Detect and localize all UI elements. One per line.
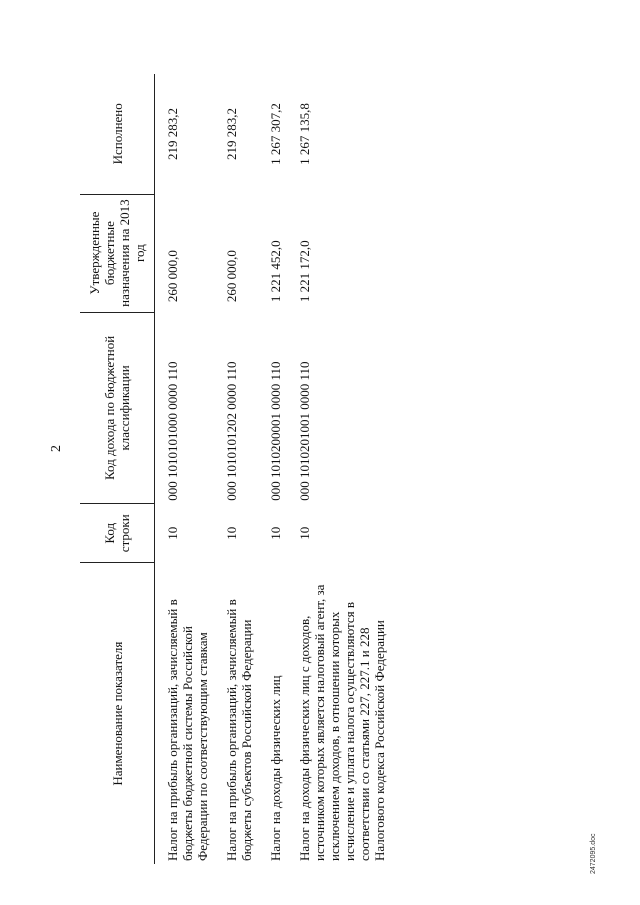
cell-approved: 260 000,0 [224, 250, 239, 303]
cell-income-code: 000 1010201001 0000 110 [297, 361, 312, 501]
cell-line-code: 10 [297, 526, 312, 540]
cell-income-code: 000 1010101202 0000 110 [224, 361, 239, 501]
cell-executed: 219 283,2 [165, 108, 180, 161]
cell-line-code: 10 [268, 526, 283, 540]
table-row [268, 74, 297, 864]
cell-executed: 1 267 135,8 [297, 103, 312, 165]
cell-approved: 260 000,0 [165, 250, 180, 303]
table-row [155, 74, 225, 864]
rotated-table-container [80, 74, 585, 864]
cell-name: Налог на доходы физических лиц [268, 675, 283, 861]
cell-approved: 1 221 172,0 [297, 240, 312, 303]
header-executed: Исполнено [80, 74, 155, 194]
cell-income-code: 000 1010101000 0000 110 [165, 361, 180, 501]
table-row [224, 74, 268, 864]
table-row [297, 74, 401, 864]
header-income-code: Код дохода по бюджетной классификации [80, 312, 155, 504]
table-header [80, 74, 155, 864]
header-approved: Утвержденные бюджетные назначения на 2013 год [80, 194, 155, 312]
header-name: Наименование показателя [80, 563, 155, 864]
cell-income-code: 000 1010200001 0000 110 [268, 361, 283, 501]
table-body [155, 74, 402, 864]
footer-filename: 2472095.doc [590, 833, 597, 874]
cell-line-code: 10 [165, 526, 180, 540]
cell-name: Налог на прибыль организаций, зачисляемый в бюджеты субъектов Российской Федерации [224, 599, 254, 861]
cell-executed: 219 283,2 [224, 108, 239, 161]
cell-name: Налог на прибыль организаций, зачисляемый в бюджеты бюджетной системы Российской Федерации по соответствующим ставкам [165, 599, 210, 861]
budget-table [80, 74, 401, 864]
cell-line-code: 10 [224, 526, 239, 540]
header-row [80, 74, 155, 864]
cell-executed: 1 267 307,2 [268, 103, 283, 165]
cell-name: Налог на доходы физических лиц с доходов, источником которых является налоговый агент, за исключением доходов, в отношении которых исчисление и уплата налога осуществляются в соответствии со статьями 227, 227.1 и 228 Налогового кодекса Российской Федерации [297, 584, 387, 861]
page-number: 2 [49, 445, 64, 452]
cell-approved: 1 221 452,0 [268, 240, 283, 303]
header-line-code: Код строки [80, 504, 155, 563]
